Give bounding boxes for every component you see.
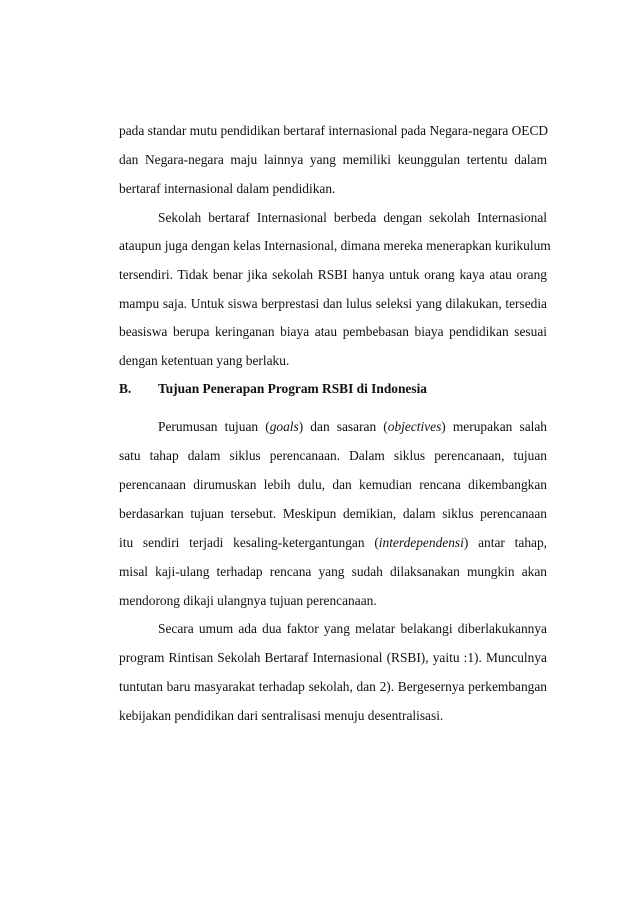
- section-title: Tujuan Penerapan Program RSBI di Indonesia: [158, 381, 427, 396]
- para2-line5: beasiswa berupa keringanan biaya atau pembebasan biaya pendidikan sesuai: [119, 324, 547, 339]
- para2-line2: ataupun juga dengan kelas Internasional, dimana mereka menerapkan kurikulum: [119, 238, 551, 253]
- para4-line2: program Rintisan Sekolah Bertaraf Internasional (RSBI), yaitu :1). Munculnya: [119, 650, 547, 665]
- term-objectives: objectives: [387, 419, 442, 434]
- para2-line3: tersendiri. Tidak benar jika sekolah RSBI hanya untuk orang kaya atau orang: [119, 267, 547, 282]
- para3-line7: mendorong dikaji ulangnya tujuan perencanaan.: [119, 593, 377, 608]
- para2-line1: Sekolah bertaraf Internasional berbeda dengan sekolah Internasional: [158, 210, 547, 225]
- para3-line2: satu tahap dalam siklus perencanaan. Dalam siklus perencanaan, tujuan: [119, 448, 547, 463]
- term-interdependensi: interdependensi: [378, 535, 464, 550]
- para3-line5: [119, 535, 547, 551]
- para3-line1-c: ) merupakan salah: [441, 419, 548, 434]
- section-number: B.: [119, 381, 132, 396]
- para4-line1: Secara umum ada dua faktor yang melatar belakangi diberlakukannya: [158, 621, 547, 636]
- para3-line1: [158, 419, 547, 435]
- para2-line4: mampu saja. Untuk siswa berprestasi dan lulus seleksi yang dilakukan, tersedia: [119, 296, 547, 311]
- para3-line6: misal kaji-ulang terhadap rencana yang sudah dilaksanakan mungkin akan: [119, 564, 547, 579]
- para4-line3: tuntutan baru masyarakat terhadap sekolah, dan 2). Bergesernya perkembangan: [119, 679, 547, 694]
- para3-line1-a: Perumusan tujuan (: [158, 419, 270, 434]
- para3-line5-a: itu sendiri terjadi kesaling-ketergantungan (: [119, 535, 379, 550]
- para3-line3: perencanaan dirumuskan lebih dulu, dan kemudian rencana dikembangkan: [119, 477, 547, 492]
- section-heading: [119, 381, 547, 397]
- para1-line1: pada standar mutu pendidikan bertaraf internasional pada Negara-negara OECD: [119, 123, 549, 138]
- para1-line3: bertaraf internasional dalam pendidikan.: [119, 181, 336, 196]
- para1-line2: dan Negara-negara maju lainnya yang memiliki keunggulan tertentu dalam: [119, 152, 547, 167]
- para4-line4: kebijakan pendidikan dari sentralisasi menuju desentralisasi.: [119, 708, 444, 723]
- para3-line4: berdasarkan tujuan tersebut. Meskipun demikian, dalam siklus perencanaan: [119, 506, 547, 521]
- para3-line5-b: ) antar tahap,: [463, 535, 547, 550]
- term-goals: goals: [269, 419, 299, 434]
- para3-line1-b: ) dan sasaran (: [298, 419, 388, 434]
- para2-line6: dengan ketentuan yang berlaku.: [119, 353, 290, 368]
